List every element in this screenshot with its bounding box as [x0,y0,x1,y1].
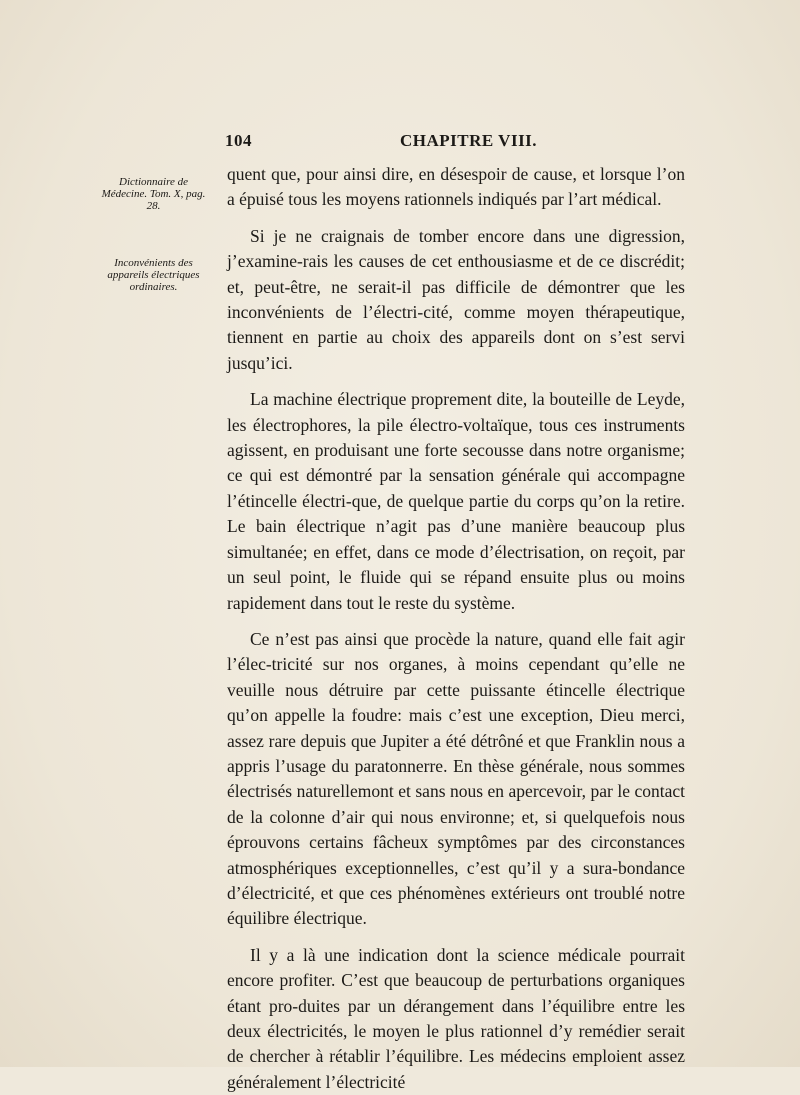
paragraph: Il y a là une indication dont la science médicale pourrait encore profiter. C’est que beaucoup de perturbations organiques étant pro-duites par un dérangement dans l’équilibre entre les deux électricités, le moyen le plus rationnel d’y remédier serait de chercher à rétablir l’équilibre. Les médecins emploient assez généralement l’électricité [227,944,685,1092]
paragraph-continuation: quent que, pour ainsi dire, en désespoir de cause, et lorsque l’on a épuisé tous les moyens rationnels indiqués par l’art médical. [227,164,685,210]
paragraph: La machine électrique proprement dite, la bouteille de Leyde, les électrophores, la pile électro-voltaïque, tous ces instruments agissent, en produisant une forte secousse dans notre organisme; ce qui est démontré par la sensation générale qui accompagne l’étincelle électri-que, de quelque partie du corps qu’on la retire. Le bain électrique n’agit pas d’une manière beaucoup plus simultanée; en effet, dans ce mode d’électrisation, on reçoit, par un seul point, le fluide qui se répand ensuite plus ou moins rapidement dans tout le reste du système. [227,389,685,613]
margin-note-topic: Inconvénients des appareils électriques ordinaires. [107,257,200,293]
paragraph: Ce n’est pas ainsi que procède la nature, quand elle fait agir l’élec-tricité sur nos organes, à moins cependant qu’elle ne veuille nous détruire par cette puissante étincelle électrique qu’on appelle la foudre: mais c’est une exception, Dieu merci, assez rare depuis que Jupiter a été détrôné et que Franklin nous a appris l’usage du paratonnerre. En thèse générale, nous sommes électrisés naturellemont et sans nous en apercevoir, par le contact de la colonne d’air qui nous environne; et, si quelquefois nous éprouvons certains fâcheux symptômes par des circonstances atmosphériques exceptionnelles, c’est qu’il y a sura-bondance d’électricité, et que ces phénomènes extérieurs ont troublé notre équilibre électrique. [227,628,685,929]
paragraph: Si je ne craignais de tomber encore dans une digression, j’examine-rais les causes de cet enthousiasme et de ce discrédit; et, peut-être, ne serait-il pas difficile de démontrer que les inconvénients de l’électri-cité, comme moyen thérapeutique, tiennent en partie au choix des appareils dont on s’est servi jusqu’ici. [227,225,685,373]
margin-note-reference: Dictionnaire de Médecine. Tom. X, pag. 28. [101,176,206,212]
chapter-title: CHAPITRE VIII. [400,131,538,150]
running-header [225,131,683,155]
body-text [227,162,685,1095]
page-number: 104 [225,131,252,150]
